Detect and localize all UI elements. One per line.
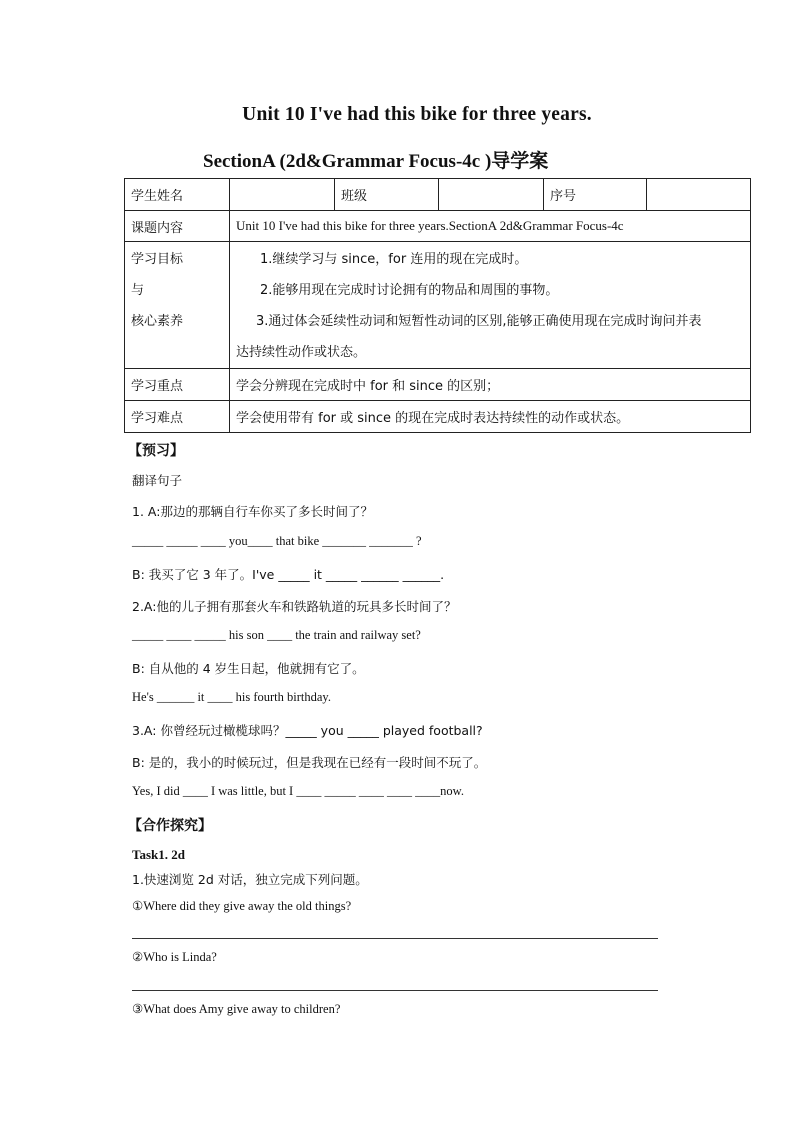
number-field[interactable] bbox=[647, 179, 751, 211]
goals-label bbox=[125, 242, 230, 369]
answer-line[interactable] bbox=[132, 990, 658, 991]
task-instruction: 1.快速浏览 2d 对话，独立完成下列问题。 bbox=[132, 872, 368, 887]
goals-content bbox=[230, 242, 751, 369]
number-label: 序号 bbox=[544, 179, 647, 211]
preview-line: B: 是的，我小的时候玩过，但是我现在已经有一段时间不玩了。 bbox=[132, 755, 487, 770]
preview-heading: 【预习】 bbox=[128, 443, 184, 459]
preview-line: _____ _____ ____ you____ that bike _______ _______ ? bbox=[132, 534, 422, 548]
student-name-label: 学生姓名 bbox=[125, 179, 230, 211]
question: ③What does Amy give away to children? bbox=[132, 1002, 341, 1016]
goals-label-line: 核心素养 bbox=[131, 314, 184, 329]
difficulty-label: 学习难点 bbox=[125, 401, 230, 433]
task-title: Task1. 2d bbox=[132, 847, 185, 862]
goals-label-line: 学习目标 bbox=[131, 252, 184, 267]
topic-label: 课题内容 bbox=[125, 211, 230, 242]
preview-line: B: 我买了它 3 年了。I've _____ it _____ ______ ______. bbox=[132, 567, 445, 582]
answer-line[interactable] bbox=[132, 938, 658, 939]
preview-subheading: 翻译句子 bbox=[132, 473, 183, 488]
preview-line: He's ______ it ____ his fourth birthday. bbox=[132, 690, 331, 704]
preview-line: 2.A:他的儿子拥有那套火车和铁路轨道的玩具多长时间了？ bbox=[132, 599, 457, 614]
goals-label-line: 与 bbox=[131, 283, 145, 298]
preview-line: 3.A: 你曾经玩过橄榄球吗？_____ you _____ played football? bbox=[132, 723, 483, 738]
question: ①Where did they give away the old things? bbox=[132, 899, 352, 913]
student-name-field[interactable] bbox=[230, 179, 335, 211]
goal-item: 达持续性动作或状态。 bbox=[236, 345, 367, 360]
preview-line: 1. A:那边的那辆自行车你买了多长时间了？ bbox=[132, 504, 373, 519]
explore-heading: 【合作探究】 bbox=[128, 818, 212, 834]
preview-line: B: 自从他的 4 岁生日起，他就拥有它了。 bbox=[132, 661, 365, 676]
goal-item: 2.能够用现在完成时讨论拥有的物品和周围的事物。 bbox=[260, 283, 559, 298]
goal-item: 1.继续学习与 since，for 连用的现在完成时。 bbox=[260, 252, 528, 267]
document-title: Unit 10 I've had this bike for three years. bbox=[242, 104, 592, 125]
class-label: 班级 bbox=[335, 179, 439, 211]
info-table bbox=[124, 178, 751, 433]
preview-line: Yes, I did ____ I was little, but I ____ _____ ____ ____ ____now. bbox=[132, 784, 464, 798]
key-point-label: 学习重点 bbox=[125, 369, 230, 401]
key-point-value: 学会分辨现在完成时中 for 和 since 的区别； bbox=[230, 369, 751, 401]
class-field[interactable] bbox=[439, 179, 544, 211]
goal-item: 3.通过体会延续性动词和短暂性动词的区别,能够正确使用现在完成时询问并表 bbox=[256, 314, 702, 329]
document-subtitle: SectionA (2d&Grammar Focus-4c )导学案 bbox=[203, 151, 549, 172]
question: ②Who is Linda? bbox=[132, 950, 217, 964]
topic-value: Unit 10 I've had this bike for three years.SectionA 2d&Grammar Focus-4c bbox=[230, 211, 751, 242]
preview-line: _____ ____ _____ his son ____ the train and railway set? bbox=[132, 628, 421, 642]
difficulty-value: 学会使用带有 for 或 since 的现在完成时表达持续性的动作或状态。 bbox=[230, 401, 751, 433]
